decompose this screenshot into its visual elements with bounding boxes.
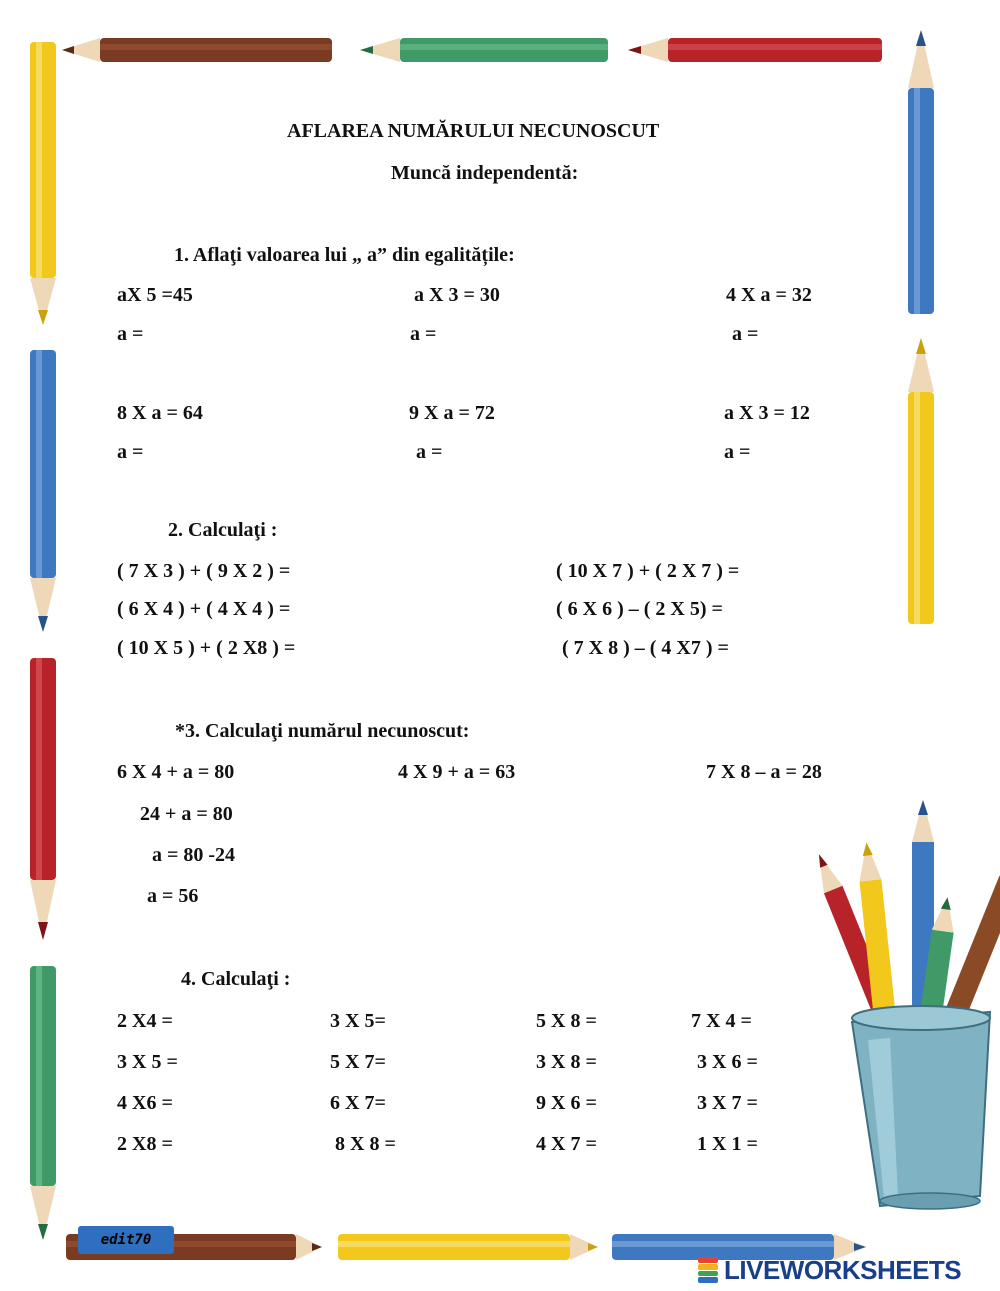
section2-heading: 2. Calculaţi : — [168, 519, 278, 541]
equation: aX 5 =45 — [117, 284, 193, 306]
multiplication-item: 6 X 7= — [330, 1092, 386, 1114]
multiplication-item: 7 X 4 = — [691, 1010, 752, 1032]
liveworksheets-logo-text: LIVEWORKSHEETS — [724, 1254, 962, 1285]
solution-step: a = 80 -24 — [152, 844, 236, 866]
multiplication-item: 4 X6 = — [117, 1092, 173, 1114]
answer-line: a = — [416, 441, 443, 463]
expression: ( 7 X 3 ) + ( 9 X 2 ) = — [117, 560, 291, 582]
section4-heading: 4. Calculaţi : — [181, 968, 291, 990]
section3-heading: *3. Calculaţi numărul necunoscut: — [175, 720, 470, 742]
pencil-yellow-bottom — [338, 1234, 598, 1260]
multiplication-item: 1 X 1 = — [697, 1133, 758, 1155]
answer-line: a = — [732, 323, 759, 345]
multiplication-item: 3 X 6 = — [697, 1051, 758, 1073]
equation: 4 X 9 + a = 63 — [398, 761, 516, 783]
multiplication-item: 3 X 5 = — [117, 1051, 178, 1073]
pencil-yellow-right — [908, 338, 934, 624]
expression: ( 10 X 5 ) + ( 2 X8 ) = — [117, 637, 296, 659]
pencil-blue-right — [908, 30, 934, 314]
pencil-cup-illustration — [810, 800, 1000, 1209]
multiplication-item: 3 X 7 = — [697, 1092, 758, 1114]
multiplication-item: 3 X 8 = — [536, 1051, 597, 1073]
answer-line: a = — [724, 441, 751, 463]
pencil-blue-left — [30, 350, 56, 632]
pencil-green-top — [360, 38, 608, 62]
expression: ( 6 X 6 ) – ( 2 X 5) = — [556, 598, 723, 620]
liveworksheets-logo[interactable] — [698, 1256, 961, 1284]
edit-badge: edit70 — [78, 1226, 174, 1254]
liveworksheets-logo-icon — [698, 1257, 718, 1283]
page-subtitle: Muncă independentă: — [391, 162, 579, 184]
answer-line: a = — [117, 441, 144, 463]
multiplication-item: 3 X 5= — [330, 1010, 386, 1032]
multiplication-item: 4 X 7 = — [536, 1133, 597, 1155]
pencil-brown-top — [62, 38, 332, 62]
pencil-red-left — [30, 658, 56, 940]
equation: a X 3 = 30 — [414, 284, 500, 306]
equation: 6 X 4 + a = 80 — [117, 761, 235, 783]
equation: a X 3 = 12 — [724, 402, 810, 424]
solution-step: 24 + a = 80 — [140, 803, 233, 825]
equation: 8 X a = 64 — [117, 402, 203, 424]
section1-heading: 1. Aflaţi valoarea lui „ a” din egalitățile: — [174, 244, 515, 266]
expression: ( 6 X 4 ) + ( 4 X 4 ) = — [117, 598, 291, 620]
multiplication-item: 2 X8 = — [117, 1133, 173, 1155]
multiplication-item: 9 X 6 = — [536, 1092, 597, 1114]
multiplication-item: 5 X 7= — [330, 1051, 386, 1073]
equation: 9 X a = 72 — [409, 402, 495, 424]
pencil-green-left — [30, 966, 56, 1240]
pencil-yellow-left — [30, 42, 56, 325]
multiplication-item: 5 X 8 = — [536, 1010, 597, 1032]
equation: 4 X a = 32 — [726, 284, 812, 306]
solution-step: a = 56 — [147, 885, 199, 907]
answer-line: a = — [117, 323, 144, 345]
expression: ( 7 X 8 ) – ( 4 X7 ) = — [562, 637, 729, 659]
page-title: AFLAREA NUMĂRULUI NECUNOSCUT — [287, 120, 660, 142]
multiplication-item: 2 X4 = — [117, 1010, 173, 1032]
multiplication-item: 8 X 8 = — [335, 1133, 396, 1155]
equation: 7 X 8 – a = 28 — [706, 761, 822, 783]
expression: ( 10 X 7 ) + ( 2 X 7 ) = — [556, 560, 740, 582]
answer-line: a = — [410, 323, 437, 345]
pencil-red-top — [628, 38, 882, 62]
